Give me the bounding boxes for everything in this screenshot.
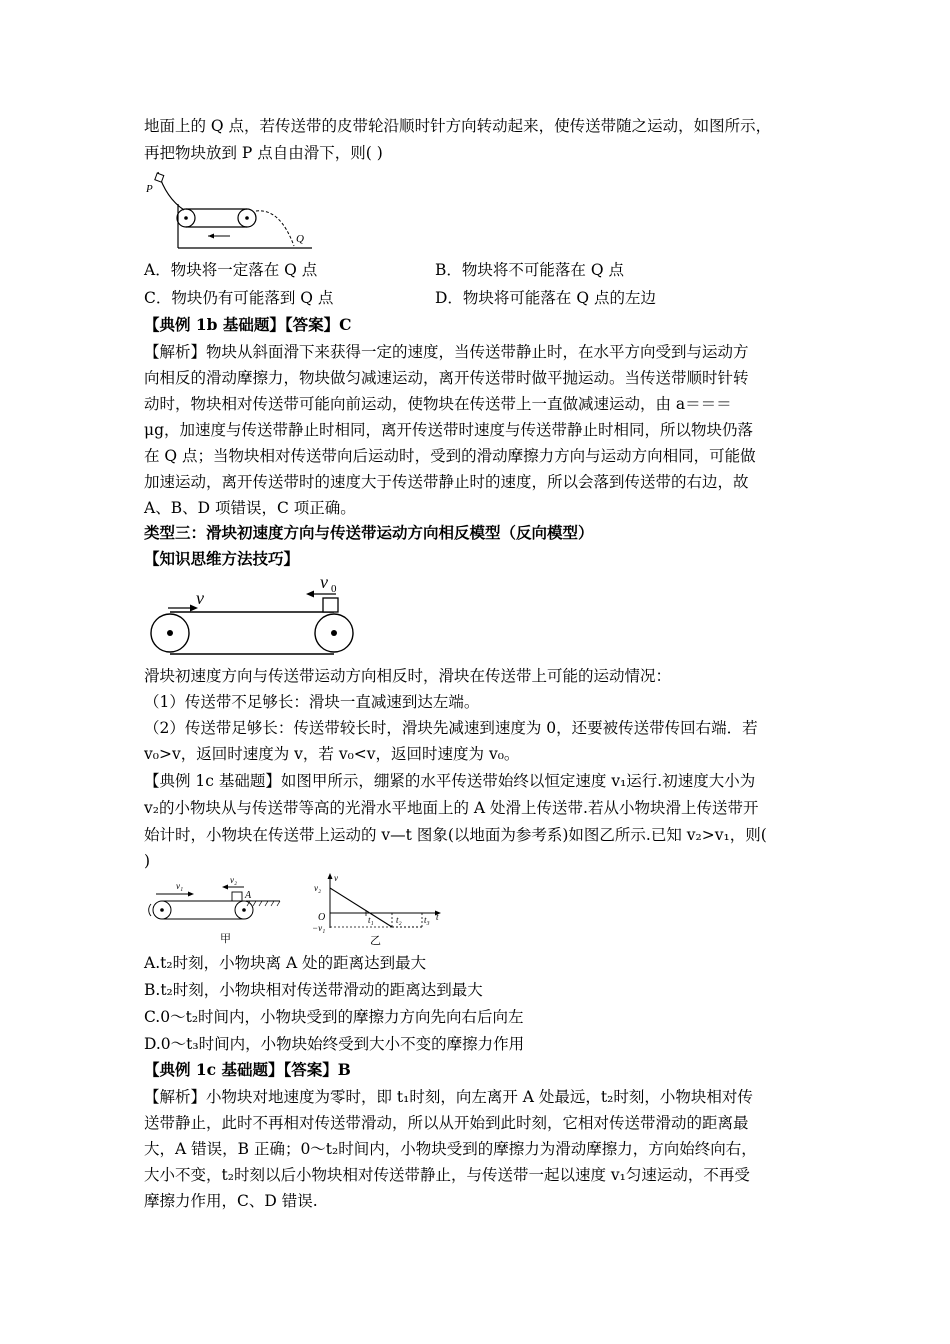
type3-heading: 类型三：滑块初速度方向与传送带运动方向相反模型（反向模型） <box>144 523 594 542</box>
q2-stem-line: 【典例 1c 基础题】如图甲所示，绷紧的水平传送带始终以恒定速度 v₁运行.初速度大小为 <box>144 772 756 790</box>
type3-desc-line: （2）传送带足够长：传送带较长时，滑块先减速到速度为 0，还要被传送带传回右端．若 <box>144 719 758 737</box>
q2-stem-line: ) <box>144 852 151 870</box>
q2-label-axis-v: v <box>334 873 338 883</box>
q2-stem-line: v₂的小物块从与传送带等高的光滑水平地面上的 A 处滑上传送带.若从小物块滑上传送带开 <box>144 799 759 817</box>
q2-label-v2-axis: v₂ <box>314 883 322 893</box>
q2-analysis-line: 摩擦力作用，C、D 错误. <box>144 1192 318 1210</box>
type3-desc-line: v₀>v，返回时速度为 v，若 v₀<v，返回时速度为 v₀。 <box>144 745 520 763</box>
q1-analysis-line: 在 Q 点；当物块相对传送带向后运动时，受到的滑动摩擦力方向与运动方向相同，可能做 <box>144 447 756 465</box>
q1-option-d: D．物块将可能落在 Q 点的左边 <box>435 289 656 307</box>
q1-analysis-line: μg，加速度与传送带静止时相同，离开传送带时速度与传送带静止时相同，所以物块仍落 <box>144 421 753 439</box>
q2-label-t2: t₂ <box>396 915 402 925</box>
q2-option-b: B.t₂时刻，小物块相对传送带滑动的距离达到最大 <box>144 981 483 999</box>
q1-option-a: A．物块将一定落在 Q 点 <box>144 261 318 279</box>
q1-conveyor-figure <box>140 168 330 256</box>
q2-figure-jia <box>146 874 286 950</box>
q2-label-axis-t: t <box>436 912 439 922</box>
type3-label-v0-sub: 0 <box>331 583 337 595</box>
q2-option-a: A.t₂时刻，小物块离 A 处的距离达到最大 <box>144 954 427 972</box>
q2-analysis-line: 大小不变，t₂时刻以后小物块相对传送带静止，与传送带一起以速度 v₁匀速运动，不再受 <box>144 1166 750 1184</box>
q2-option-c: C.0～t₂时间内，小物块受到的摩擦力方向先向右后向左 <box>144 1008 524 1026</box>
q1-analysis-line: 加速运动，离开传送带时的速度大于传送带静止时的速度，所以会落到传送带的右边，故 <box>144 473 749 491</box>
q2-label-t1: t₁ <box>368 915 374 925</box>
type3-desc-line: 滑块初速度方向与传送带运动方向相反时，滑块在传送带上可能的运动情况： <box>144 667 672 685</box>
q2-analysis-line: 送带静止，此时不再相对传送带滑动，所以从开始到此时刻，它相对传送带滑动的距离最 <box>144 1114 749 1132</box>
q2-answer-heading: 【典例 1c 基础题】【答案】B <box>144 1060 351 1079</box>
q2-label-v1: v₁ <box>176 881 184 891</box>
q1-label-p: P <box>146 183 153 195</box>
q2-option-d: D.0～t₃时间内，小物块始终受到大小不变的摩擦力作用 <box>144 1035 525 1053</box>
q2-label-yi: 乙 <box>370 935 381 947</box>
q2-label-t3: t₃ <box>424 915 430 925</box>
q2-label-jia: 甲 <box>220 933 231 945</box>
q1-stem-line-2: 再把物块放到 P 点自由滑下，则( ) <box>144 144 383 162</box>
type3-desc-line: （1）传送带不足够长：滑块一直减速到达左端。 <box>144 693 480 711</box>
type3-belt-figure <box>146 572 360 662</box>
q1-stem-line-1: 地面上的 Q 点，若传送带的皮带轮沿顺时针方向转动起来，使传送带随之运动，如图所示， <box>144 117 772 135</box>
q2-label-origin: O <box>318 912 326 923</box>
q1-label-q: Q <box>296 233 304 245</box>
q1-analysis-line: 向相反的滑动摩擦力，物块做匀减速运动，离开传送带时做平抛运动。当传送带顺时针转 <box>144 369 749 387</box>
type3-knowledge-heading: 【知识思维方法技巧】 <box>144 549 300 568</box>
q2-label-a: A <box>245 890 252 901</box>
type3-label-v0: v <box>320 572 328 592</box>
q1-analysis-line: 【解析】物块从斜面滑下来获得一定的速度，当传送带静止时，在水平方向受到与运动方 <box>144 343 749 361</box>
type3-label-v: v <box>196 588 204 608</box>
q1-option-c: C．物块仍有可能落到 Q 点 <box>144 289 334 307</box>
q2-analysis-line: 【解析】小物块对地速度为零时，即 t₁时刻，向左离开 A 处最远，t₂时刻，小物块相对传 <box>144 1088 753 1106</box>
q2-label-v2: v₂ <box>230 875 238 885</box>
q2-figure-yi <box>310 870 450 950</box>
q1-option-b: B．物块将不可能落在 Q 点 <box>435 261 624 279</box>
q2-stem-line: 始计时，小物块在传送带上运动的 v—t 图象(以地面为参考系)如图乙所示.已知 v₂>v₁，则( <box>144 826 767 844</box>
q2-label-neg-v1: −v₁ <box>312 923 326 933</box>
q1-answer-heading: 【典例 1b 基础题】【答案】C <box>144 315 352 334</box>
q1-analysis-line: 动时，物块相对传送带可能向前运动，使物块在传送带上一直做减速运动，由 a＝＝＝ <box>144 395 732 413</box>
q2-analysis-line: 大，A 错误，B 正确；0～t₂时间内，小物块受到的摩擦力为滑动摩擦力，方向始终向右， <box>144 1140 757 1158</box>
q1-analysis-line: A、B、D 项错误，C 项正确。 <box>144 499 356 517</box>
